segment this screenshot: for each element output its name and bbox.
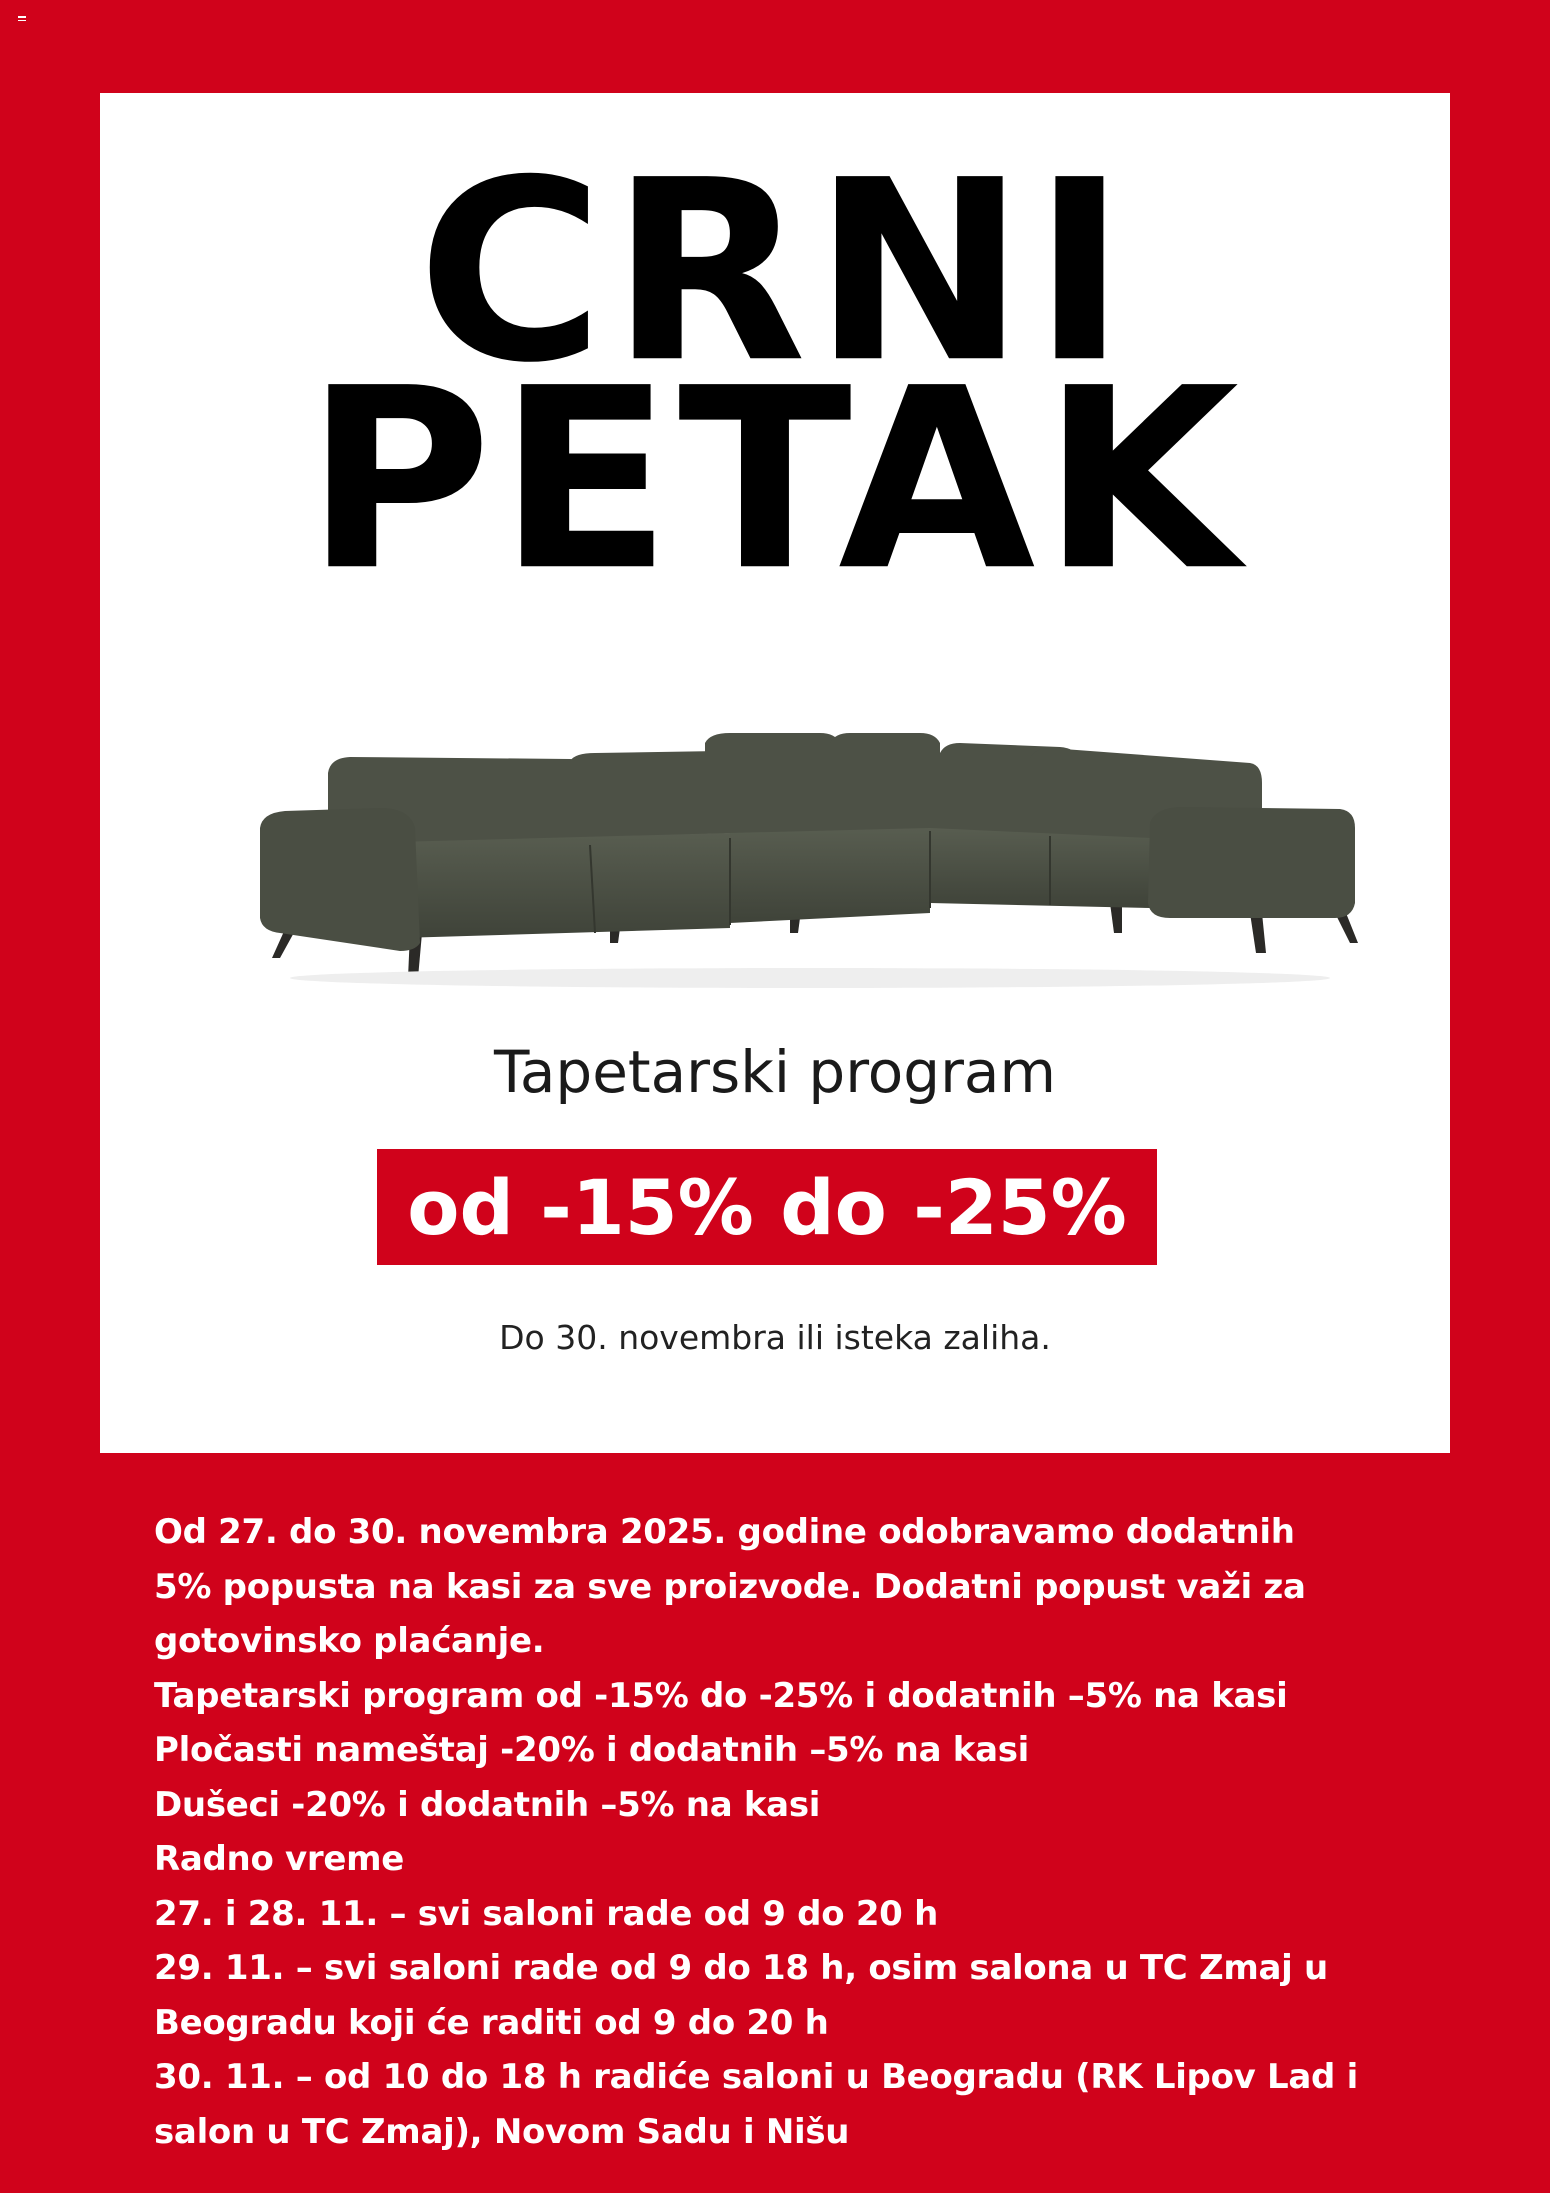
info-line: Radno vreme	[154, 1839, 405, 1879]
info-line: 27. i 28. 11. – svi saloni rade od 9 do 20 h	[154, 1893, 938, 1934]
info-line: Od 27. do 30. novembra 2025. godine odobravamo dodatnih	[154, 1512, 1295, 1552]
validity-note: Do 30. novembra ili isteka zaliha.	[499, 1318, 1051, 1357]
promo-details	[154, 1505, 1414, 2159]
info-line: Pločasti nameštaj -20% i dodatnih –5% na kasi	[154, 1730, 1030, 1770]
info-line: Dušeci -20% i dodatnih –5% na kasi	[154, 1784, 821, 1825]
info-line: 30. 11. – od 10 do 18 h radiće saloni u Beogradu (RK Lipov Lad i	[154, 2057, 1358, 2097]
discount-badge: od -15% do -25%	[377, 1149, 1157, 1265]
info-line: salon u TC Zmaj), Novom Sadu i Nišu	[154, 2111, 850, 2152]
info-line: 5% popusta na kasi za sve proizvode. Dodatni popust važi za	[154, 1566, 1306, 1607]
promo-panel	[100, 93, 1450, 1453]
info-line: gotovinsko plaćanje.	[154, 1621, 545, 1661]
headline-line-1: CRNI	[417, 126, 1133, 419]
menu-icon[interactable]	[18, 16, 26, 24]
headline-line-2: PETAK	[304, 334, 1246, 627]
info-line: Beogradu koji će raditi od 9 do 20 h	[154, 2002, 829, 2043]
info-line: Tapetarski program od -15% do -25% i dodatnih –5% na kasi	[154, 1675, 1288, 1716]
info-line: 29. 11. – svi saloni rade od 9 do 18 h, osim salona u TC Zmaj u	[154, 1948, 1328, 1988]
corner-sofa-image	[250, 633, 1360, 993]
program-subtitle: Tapetarski program	[494, 1038, 1056, 1106]
